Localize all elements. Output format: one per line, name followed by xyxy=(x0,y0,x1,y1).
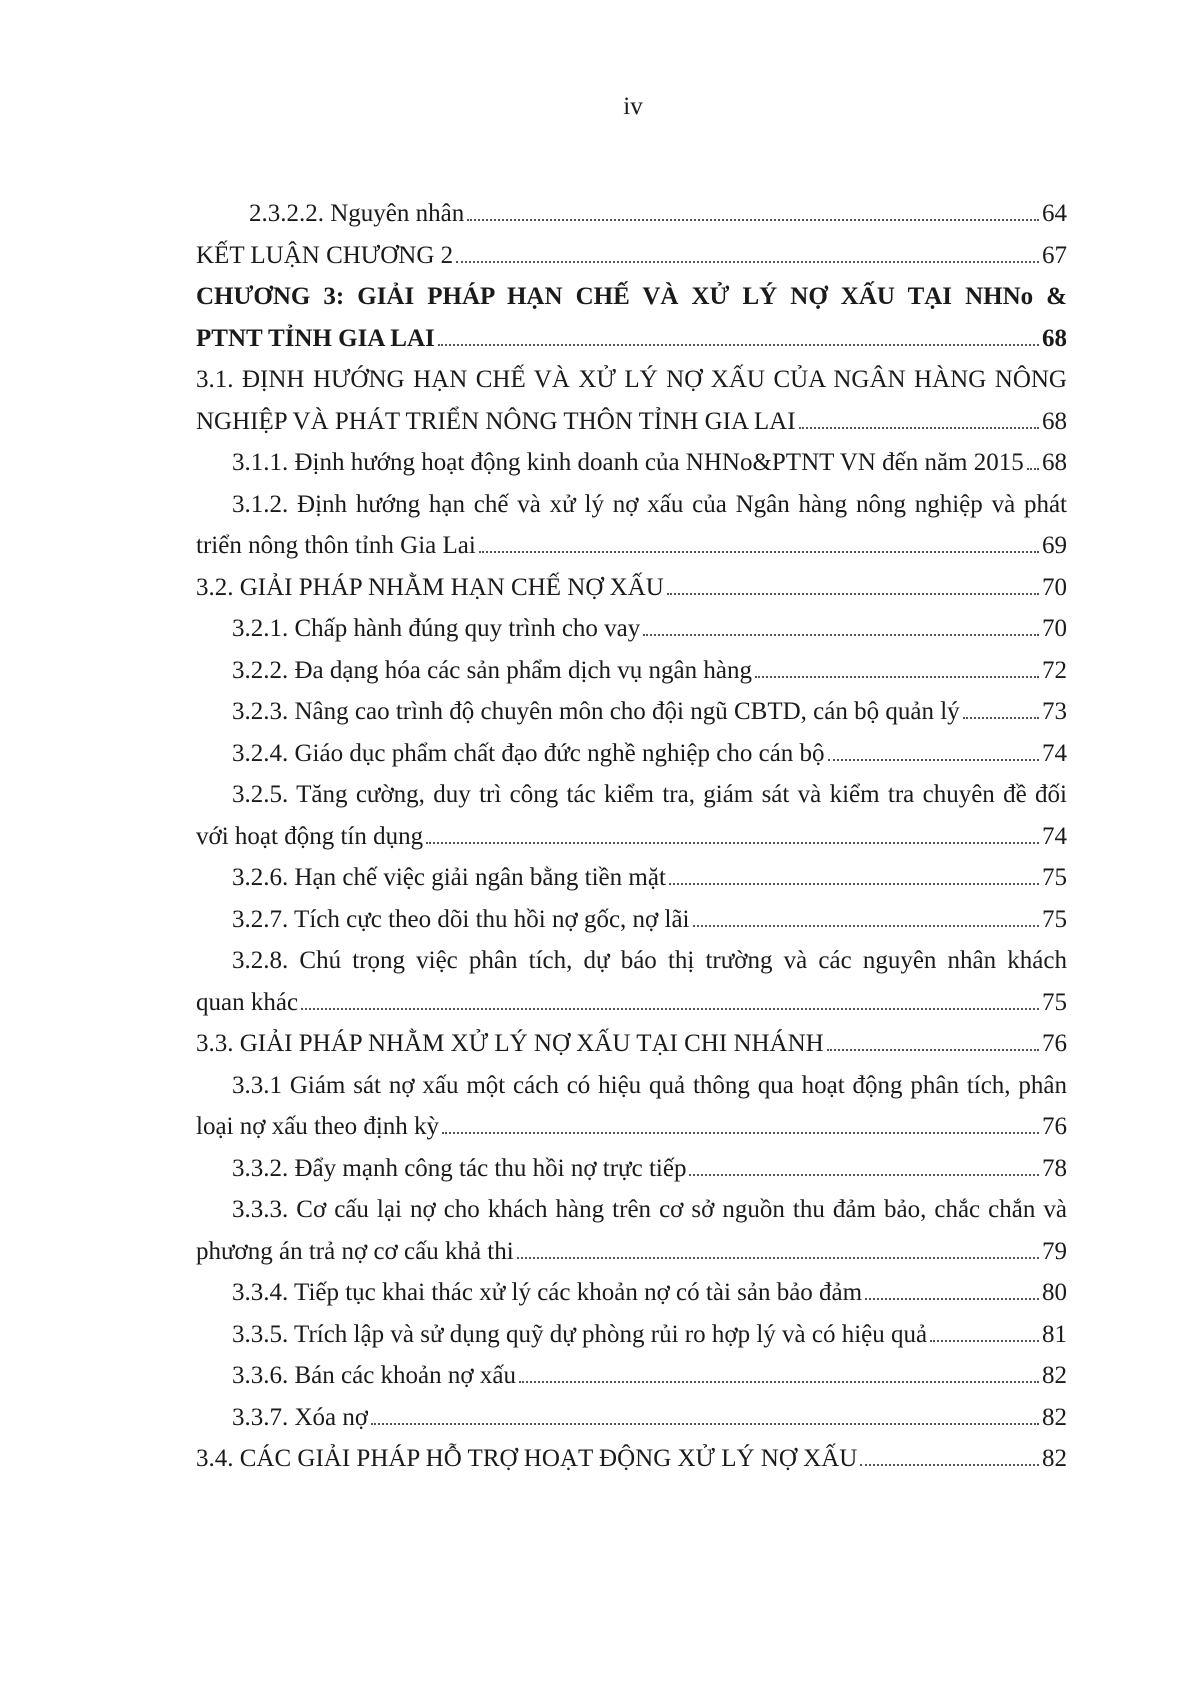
dot-leader xyxy=(755,676,1039,678)
dot-leader xyxy=(438,344,1039,346)
toc-entry-title: PTNT TỈNH GIA LAI xyxy=(196,324,435,352)
toc-entry-page: 82 xyxy=(1042,1445,1067,1472)
dot-leader xyxy=(669,883,1039,885)
toc-entry xyxy=(196,1397,1067,1439)
dot-leader xyxy=(426,842,1039,844)
toc-entry-title: 3.2.2. Đa dạng hóa các sản phẩm dịch vụ ngân hàng xyxy=(232,656,752,684)
toc-entry-row xyxy=(196,442,1067,484)
toc-entry xyxy=(196,1148,1067,1190)
toc-entry-page: 67 xyxy=(1042,241,1067,269)
toc-entry-title: 3.2.6. Hạn chế việc giải ngân bằng tiền mặt xyxy=(232,864,666,891)
dot-leader xyxy=(479,551,1039,553)
toc-entry-row xyxy=(196,318,1067,360)
toc-entry-page: 69 xyxy=(1042,532,1067,559)
dot-leader xyxy=(456,261,1039,263)
toc-entry xyxy=(196,442,1067,484)
toc-entry-title-line: 3.2.8. Chú trọng việc phân tích, dự báo thị trường và các nguyên nhân khách xyxy=(232,947,1067,974)
toc-entry-title: triển nông thôn tỉnh Gia Lai xyxy=(196,532,476,559)
toc-entry xyxy=(196,276,1067,359)
table-of-contents xyxy=(196,193,1067,1480)
toc-entry-row xyxy=(196,691,1067,733)
dot-leader xyxy=(467,219,1039,221)
toc-entry-title: quan khác xyxy=(196,988,299,1016)
toc-entry-page: 82 xyxy=(1042,1362,1067,1389)
toc-entry-title: NGHIỆP VÀ PHÁT TRIỂN NÔNG THÔN TỈNH GIA LAI xyxy=(196,407,796,435)
toc-entry-page: 74 xyxy=(1042,822,1067,850)
toc-entry xyxy=(196,1023,1067,1065)
toc-entry-row xyxy=(196,1106,1067,1148)
toc-entry-title-line: 3.1. ĐỊNH HƯỚNG HẠN CHẾ VÀ XỬ LÝ NỢ XẤU CỦA NGÂN HÀNG NÔNG xyxy=(196,366,1067,393)
toc-entry-title: 3.3.6. Bán các khoản nợ xấu xyxy=(232,1362,516,1389)
toc-entry-title: 3.3.5. Trích lập và sử dụng quỹ dự phòng rủi ro hợp lý và có hiệu quả xyxy=(232,1320,928,1348)
toc-entry-title: 3.3.7. Xóa nợ xyxy=(232,1403,369,1431)
toc-entry-page: 68 xyxy=(1042,407,1067,435)
toc-entry xyxy=(196,1314,1067,1356)
page-number: iv xyxy=(623,93,643,120)
dot-leader xyxy=(860,1464,1039,1466)
toc-entry xyxy=(196,733,1067,775)
toc-entry-row xyxy=(196,193,1067,235)
toc-entry-row xyxy=(196,525,1067,567)
toc-entry-row xyxy=(196,401,1067,443)
toc-entry-title: loại nợ xấu theo định kỳ xyxy=(196,1113,440,1140)
toc-entry-page: 74 xyxy=(1042,739,1067,767)
toc-entry-title-line: 3.2.5. Tăng cường, duy trì công tác kiểm tra, giám sát và kiểm tra chuyên đề đối xyxy=(232,781,1067,808)
toc-entry-page: 75 xyxy=(1042,988,1067,1016)
toc-entry xyxy=(196,359,1067,442)
dot-leader xyxy=(827,1049,1039,1051)
toc-entry-page: 70 xyxy=(1042,615,1067,642)
toc-entry-title: 3.1.1. Định hướng hoạt động kinh doanh của NHNo&PTNT VN đến năm 2015 xyxy=(232,449,1024,476)
toc-entry-row xyxy=(196,1148,1067,1190)
toc-entry-row xyxy=(196,1272,1067,1314)
toc-entry-title: 3.3.4. Tiếp tục khai thác xử lý các khoản nợ có tài sản bảo đảm xyxy=(232,1279,863,1306)
dot-leader xyxy=(865,1298,1039,1300)
toc-entry-row xyxy=(196,857,1067,899)
toc-entry-row xyxy=(196,1314,1067,1356)
toc-entry xyxy=(196,650,1067,692)
toc-entry-title: 3.2. GIẢI PHÁP NHẰM HẠN CHẾ NỢ XẤU xyxy=(196,573,664,601)
toc-entry-row xyxy=(196,733,1067,775)
toc-entry xyxy=(196,484,1067,567)
dot-leader xyxy=(442,1132,1039,1134)
dot-leader xyxy=(693,925,1039,927)
toc-entry xyxy=(196,1438,1067,1480)
toc-entry xyxy=(196,774,1067,857)
toc-entry xyxy=(196,1189,1067,1272)
dot-leader xyxy=(301,1008,1039,1010)
dot-leader xyxy=(643,634,1039,636)
toc-entry xyxy=(196,899,1067,941)
toc-entry-row xyxy=(196,1438,1067,1480)
toc-entry-row xyxy=(196,982,1067,1024)
toc-entry-page: 73 xyxy=(1042,698,1067,725)
toc-entry-page: 81 xyxy=(1042,1320,1067,1348)
dot-leader xyxy=(517,1257,1039,1259)
toc-entry-row xyxy=(196,567,1067,609)
toc-entry-page: 68 xyxy=(1042,449,1067,476)
toc-entry-row xyxy=(196,899,1067,941)
toc-entry-title-line: 3.1.2. Định hướng hạn chế và xử lý nợ xấu của Ngân hàng nông nghiệp và phát xyxy=(232,490,1067,518)
toc-entry-page: 79 xyxy=(1042,1237,1067,1265)
dot-leader xyxy=(689,1174,1039,1176)
toc-entry-row xyxy=(196,1397,1067,1439)
toc-entry xyxy=(196,1355,1067,1397)
dot-leader xyxy=(667,593,1039,595)
toc-entry xyxy=(196,1272,1067,1314)
toc-entry xyxy=(196,1065,1067,1148)
toc-entry-page: 78 xyxy=(1042,1154,1067,1182)
toc-entry xyxy=(196,691,1067,733)
toc-entry-page: 80 xyxy=(1042,1279,1067,1306)
dot-leader xyxy=(963,717,1039,719)
toc-entry-title: 3.3.2. Đẩy mạnh công tác thu hồi nợ trực tiếp xyxy=(232,1154,687,1182)
dot-leader xyxy=(930,1340,1039,1342)
toc-entry-page: 64 xyxy=(1042,200,1067,227)
toc-entry-title: 3.3. GIẢI PHÁP NHẰM XỬ LÝ NỢ XẤU TẠI CHI NHÁNH xyxy=(196,1030,824,1057)
dot-leader xyxy=(519,1381,1039,1383)
toc-entry-page: 70 xyxy=(1042,573,1067,601)
toc-entry-page: 75 xyxy=(1042,905,1067,933)
toc-entry-title: 2.3.2.2. Nguyên nhân xyxy=(249,200,465,227)
toc-entry-page: 76 xyxy=(1042,1113,1067,1140)
toc-entry xyxy=(196,235,1067,277)
toc-entry-title: 3.2.4. Giáo dục phẩm chất đạo đức nghề nghiệp cho cán bộ xyxy=(232,739,825,767)
dot-leader xyxy=(799,427,1039,429)
dot-leader xyxy=(371,1423,1039,1425)
toc-entry-title-line: CHƯƠNG 3: GIẢI PHÁP HẠN CHẾ VÀ XỬ LÝ NỢ XẤU TẠI NHNo & xyxy=(196,283,1067,310)
toc-entry xyxy=(196,567,1067,609)
toc-entry-row xyxy=(196,1023,1067,1065)
toc-entry-title-line: 3.3.1 Giám sát nợ xấu một cách có hiệu quả thông qua hoạt động phân tích, phân xyxy=(232,1071,1067,1099)
toc-entry-page: 82 xyxy=(1042,1403,1067,1431)
toc-entry xyxy=(196,857,1067,899)
toc-entry-row xyxy=(196,650,1067,692)
toc-entry-title: phương án trả nợ cơ cấu khả thi xyxy=(196,1237,514,1265)
toc-entry xyxy=(196,940,1067,1023)
toc-entry-title: 3.2.3. Nâng cao trình độ chuyên môn cho đội ngũ CBTD, cán bộ quản lý xyxy=(232,698,960,725)
dot-leader xyxy=(1027,468,1039,470)
toc-entry-row xyxy=(196,1355,1067,1397)
toc-entry-row xyxy=(196,1231,1067,1273)
toc-entry-page: 72 xyxy=(1042,656,1067,684)
toc-entry-page: 76 xyxy=(1042,1030,1067,1057)
toc-entry-title: KẾT LUẬN CHƯƠNG 2 xyxy=(196,241,454,269)
toc-entry-title: 3.2.7. Tích cực theo dõi thu hồi nợ gốc, nợ lãi xyxy=(232,905,690,933)
toc-entry-title: 3.2.1. Chấp hành đúng quy trình cho vay xyxy=(232,615,641,642)
toc-entry xyxy=(196,193,1067,235)
toc-entry-row xyxy=(196,608,1067,650)
dot-leader xyxy=(828,759,1039,761)
toc-entry-page: 68 xyxy=(1042,324,1067,352)
toc-entry-page: 75 xyxy=(1042,864,1067,891)
toc-entry xyxy=(196,608,1067,650)
toc-entry-title: 3.4. CÁC GIẢI PHÁP HỖ TRỢ HOẠT ĐỘNG XỬ LÝ NỢ XẤU xyxy=(196,1445,858,1472)
toc-entry-title: với hoạt động tín dụng xyxy=(196,822,424,850)
toc-entry-row xyxy=(196,816,1067,858)
toc-entry-title-line: 3.3.3. Cơ cấu lại nợ cho khách hàng trên cơ sở nguồn thu đảm bảo, chắc chắn và xyxy=(232,1196,1067,1223)
toc-entry-row xyxy=(196,235,1067,277)
